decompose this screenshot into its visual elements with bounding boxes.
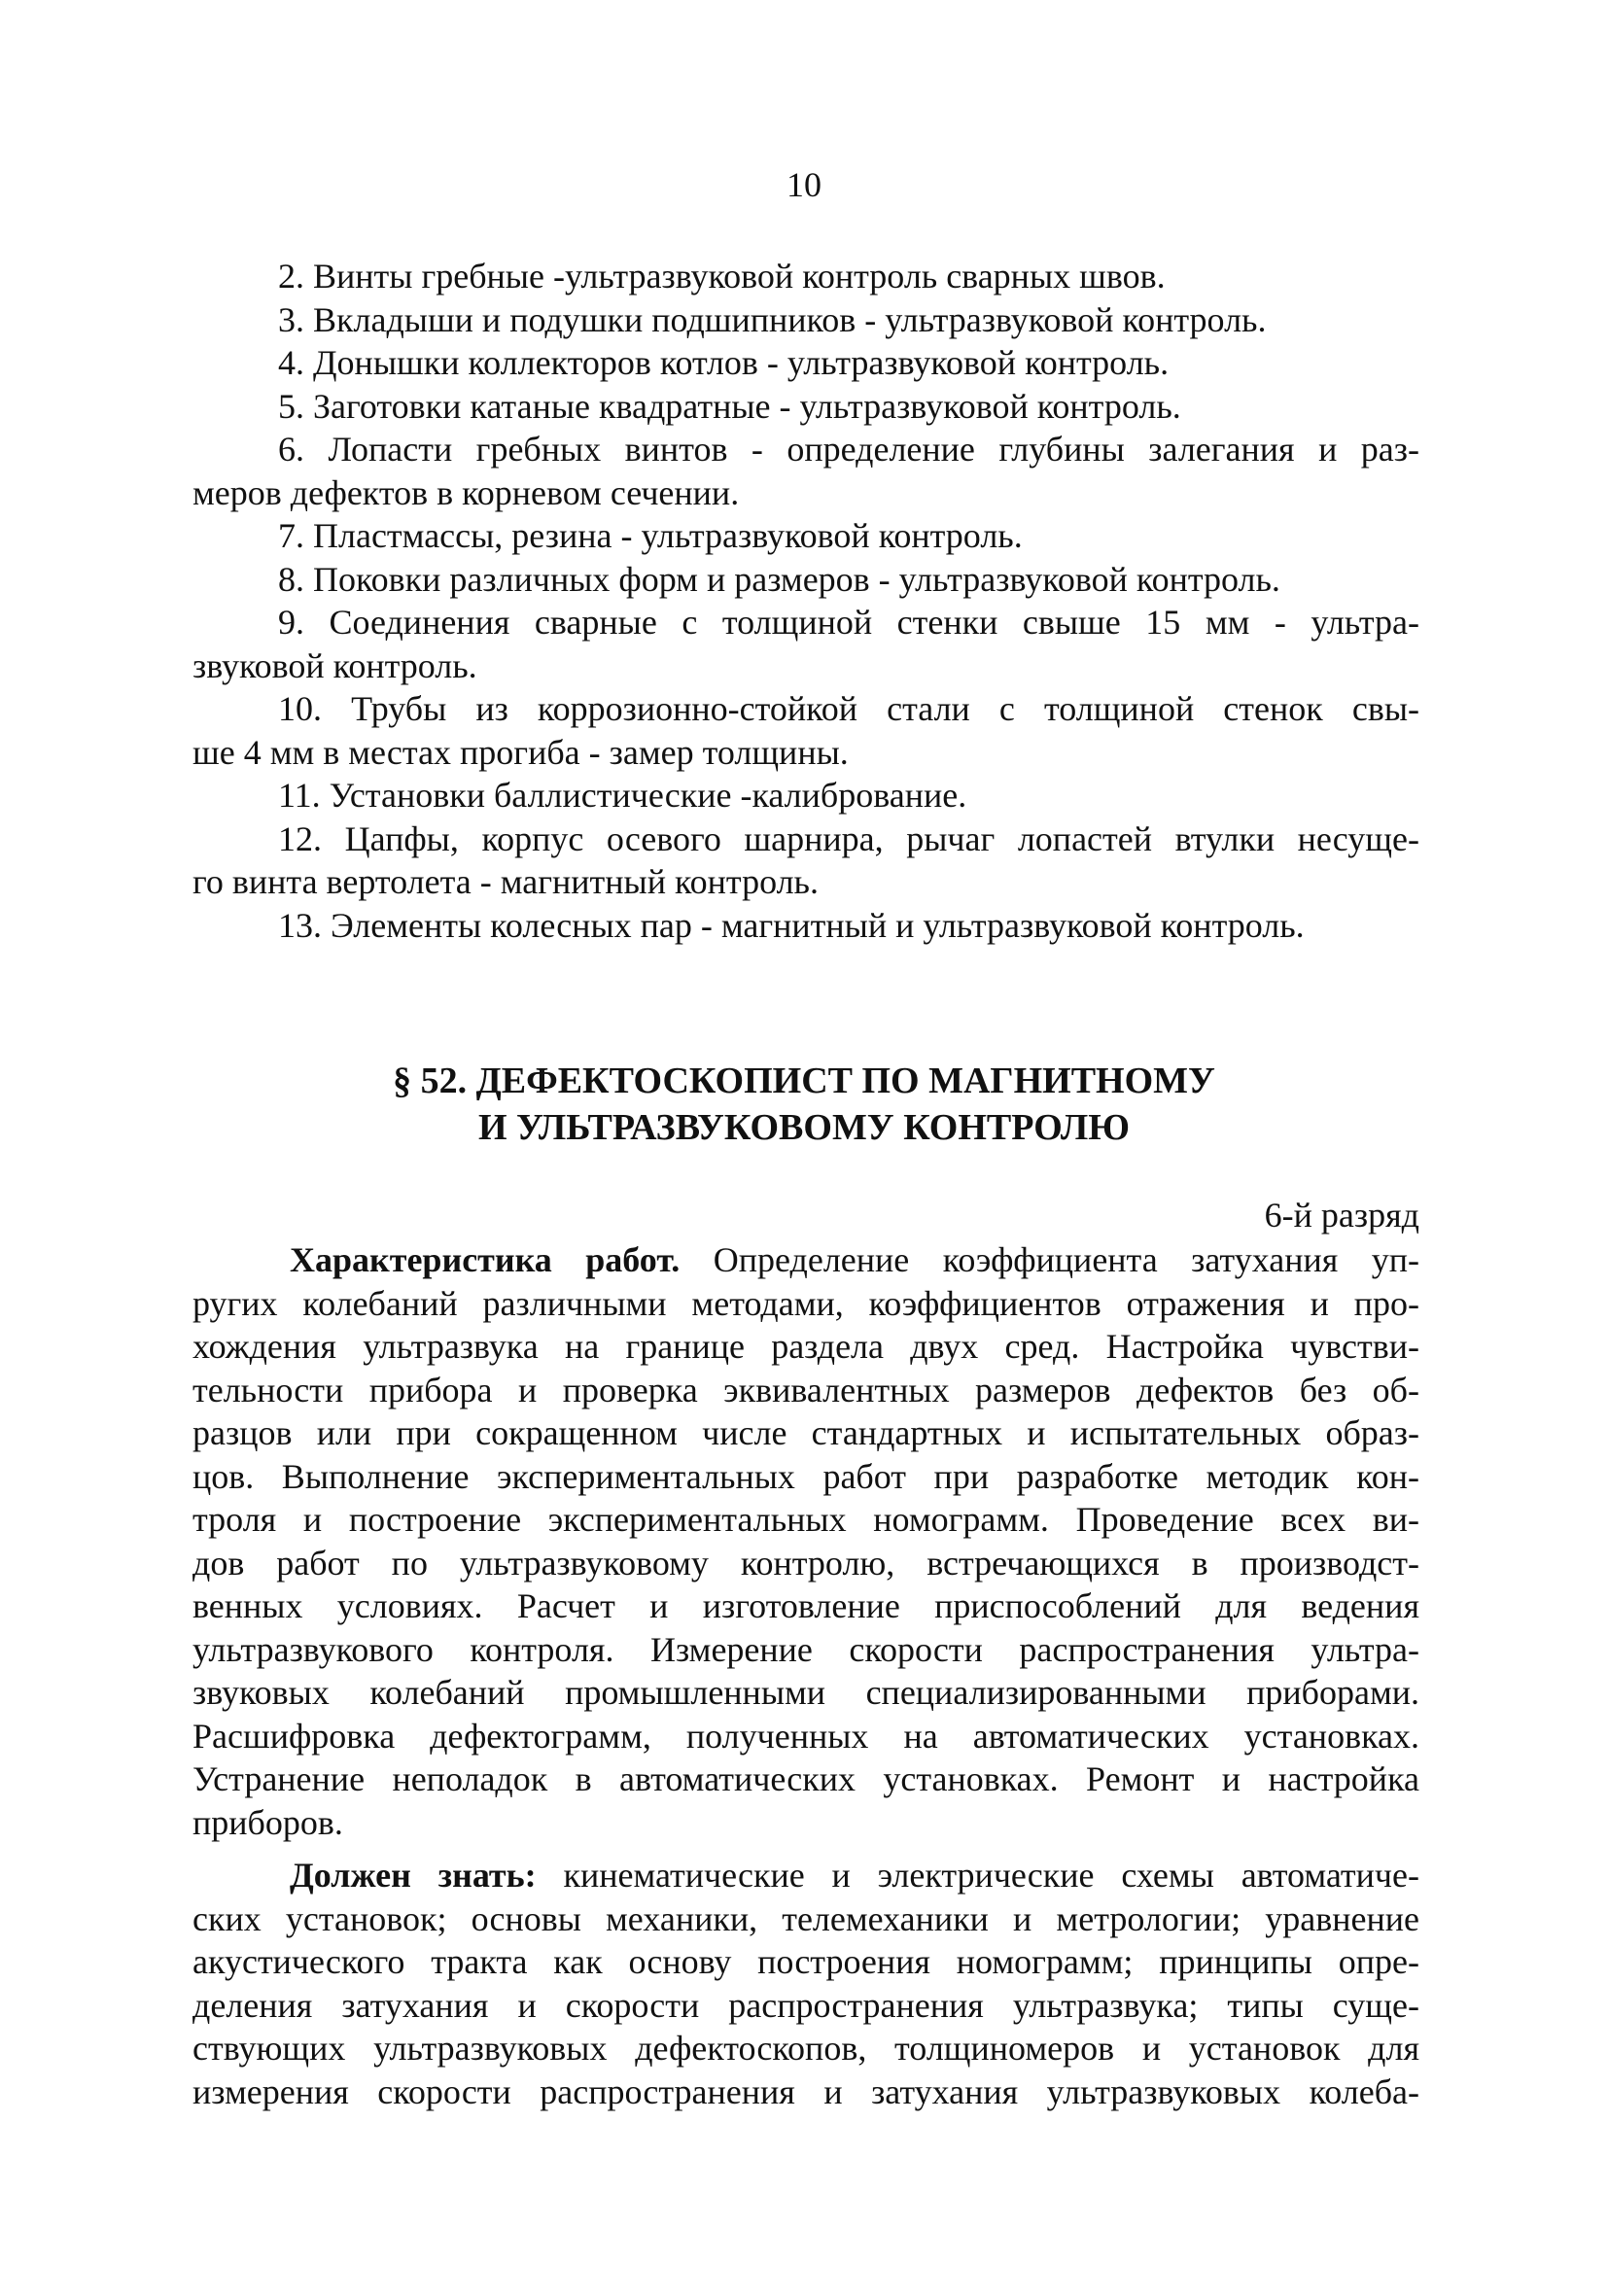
paragraph-line: ругих колебаний различными методами, коэффициентов отражения и про- xyxy=(192,1283,1419,1323)
list-item-line: 11. Установки баллистические -калибрование. xyxy=(278,776,967,815)
list-item-line: 5. Заготовки катаные квадратные - ультразвуковой контроль. xyxy=(278,386,1181,426)
list-item-line: 6. Лопасти гребных винтов - определение глубины залегания и раз- xyxy=(278,430,1419,469)
section-title xyxy=(0,1058,1608,1151)
list-item-line: 2. Винты гребные -ультразвуковой контроль сварных швов. xyxy=(278,257,1166,296)
paragraph-line: ствующих ультразвуковых дефектоскопов, толщиномеров и установок для xyxy=(192,2029,1419,2068)
list-item-line: меров дефектов в корневом сечении. xyxy=(192,472,740,512)
page-number: 10 xyxy=(787,165,821,204)
paragraph-text: Определение коэффициента затухания уп- xyxy=(713,1240,1419,1279)
paragraph-line: звуковых колебаний промышленными специализированными приборами. xyxy=(192,1673,1419,1712)
paragraph-line: Устранение неполадок в автоматических установках. Ремонт и настройка xyxy=(192,1759,1419,1798)
list-item-line: звуковой контроль. xyxy=(192,645,477,685)
section-title-line-2: И УЛЬТРАЗВУКОВОМУ КОНТРОЛЮ xyxy=(477,1107,1131,1148)
list-item-line: 7. Пластмассы, резина - ультразвуковой контроль. xyxy=(278,516,1023,555)
paragraph-line: хождения ультразвука на границе раздела двух сред. Настройка чувстви- xyxy=(192,1327,1419,1366)
work-characteristics-label: Характеристика работ. xyxy=(290,1240,681,1279)
list-item-line: 9. Соединения сварные с толщиной стенки свыше 15 мм - ультра- xyxy=(278,603,1419,642)
paragraph-line: троля и построение экспериментальных номограмм. Проведение всех ви- xyxy=(192,1500,1419,1539)
list-item-line: 4. Донышки коллекторов котлов - ультразвуковой контроль. xyxy=(278,343,1170,382)
list-item-line: 10. Трубы из коррозионно-стойкой стали с толщиной стенок свы- xyxy=(278,689,1419,728)
paragraph-line: венных условиях. Расчет и изготовление приспособлений для ведения xyxy=(192,1586,1419,1625)
section-body xyxy=(192,1238,1419,2113)
section-title-line-1: § 52. ДЕФЕКТОСКОПИСТ ПО МАГНИТНОМУ xyxy=(393,1061,1215,1101)
paragraph-text: кинематические и электрические схемы автоматиче- xyxy=(563,1856,1419,1895)
paragraph-line: тельности прибора и проверка эквивалентных размеров дефектов без об- xyxy=(192,1370,1419,1409)
list-item-line: 8. Поковки различных форм и размеров - ультразвуковой контроль. xyxy=(278,559,1280,599)
paragraph-line: деления затухания и скорости распространения ультразвука; типы суще- xyxy=(192,1985,1419,2025)
paragraph-line: приборов. xyxy=(192,1802,343,1842)
list-item-line: 12. Цапфы, корпус осевого шарнира, рычаг лопастей втулки несуще- xyxy=(278,818,1419,858)
paragraph-line: разцов или при сокращенном числе стандартных и испытательных образ- xyxy=(192,1413,1419,1452)
paragraph-line: ских установок; основы механики, телемеханики и метрологии; уравнение xyxy=(192,1898,1419,1938)
list-item-line: го винта вертолета - магнитный контроль. xyxy=(192,862,819,901)
list-item-line: 3. Вкладыши и подушки подшипников - ультразвуковой контроль. xyxy=(278,299,1267,339)
must-know-label: Должен знать: xyxy=(290,1856,537,1895)
list-item-line: ше 4 мм в местах прогиба - замер толщины. xyxy=(192,732,849,772)
paragraph-line: измерения скорости распространения и затухания ультразвуковых колеба- xyxy=(192,2071,1419,2111)
paragraph-line: цов. Выполнение экспериментальных работ при разработке методик кон- xyxy=(192,1456,1419,1496)
paragraph-line: дов работ по ультразвуковому контролю, встречающихся в производст- xyxy=(192,1543,1419,1583)
list-item-line: 13. Элементы колесных пар - магнитный и ультразвуковой контроль. xyxy=(278,905,1305,945)
grade-label: 6-й разряд xyxy=(1264,1196,1419,1235)
paragraph-line: акустического тракта как основу построения номограмм; принципы опре- xyxy=(192,1942,1419,1981)
paragraph-line: ультразвукового контроля. Измерение скорости распространения ультра- xyxy=(192,1629,1419,1669)
must-know-paragraph xyxy=(192,1854,1419,2113)
paragraph-line xyxy=(192,1238,1419,1282)
work-characteristics-paragraph xyxy=(192,1238,1419,1844)
product-list xyxy=(192,255,1419,947)
paragraph-line: Расшифровка дефектограмм, полученных на автоматических установках. xyxy=(192,1716,1419,1756)
paragraph-line xyxy=(192,1854,1419,1897)
